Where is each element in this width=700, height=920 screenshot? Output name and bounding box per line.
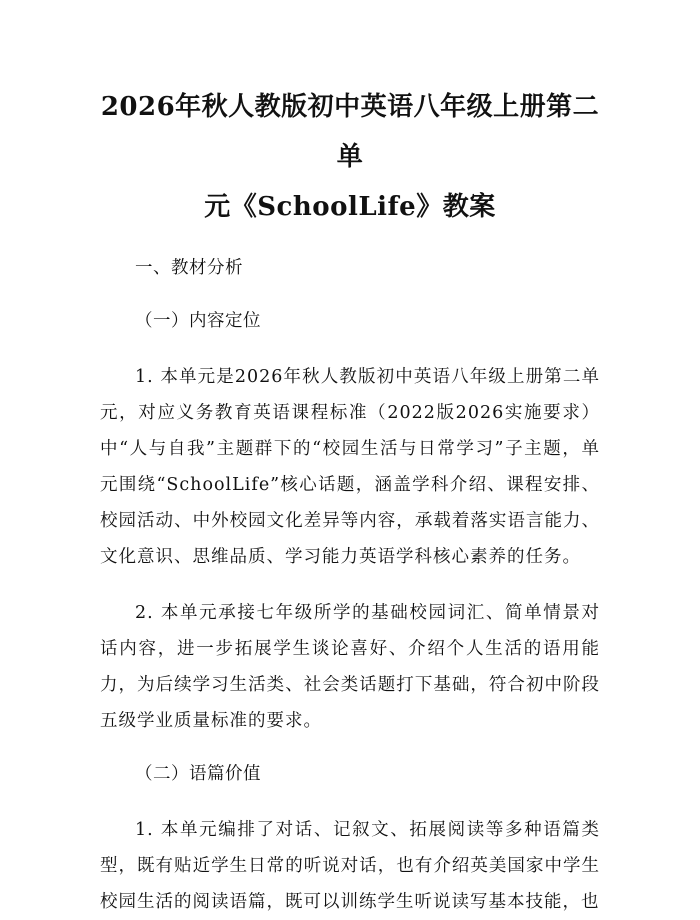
subsection-heading-content-positioning: （一）内容定位 [135,311,261,331]
title-line-1: 2026年秋人教版初中英语八年级上册第二单 [100,92,600,172]
paragraph-content-1: 1. 本单元是2026年秋人教版初中英语八年级上册第二单元，对应义务教育英语课程标准（2022版2026实施要求）中“人与自我”主题群下的“校园生活与日常学习”子主题，单元围绕“SchoolLife”核心话题，涵盖学科介绍、课程安排、校园活动、中外校园文化差异等内容，承载着落实语言能力、文化意识、思维品质、学习能力英语学科核心素养的任务。 [100,367,600,567]
section-heading-textbook-analysis: 一、教材分析 [135,258,243,278]
paragraph-text-value-1: 1. 本单元编排了对话、记叙文、拓展阅读等多种语篇类型，既有贴近学生日常的听说对话，也有介绍英美国家中学生校园生活的阅读语篇，既可以训练学生听说读写基本技能，也 [100,820,600,912]
document-title [100,82,600,232]
subsection-heading-text-value: （二）语篇价值 [135,764,261,784]
title-line-2: 元《SchoolLife》教案 [204,192,496,222]
paragraph-content-2: 2. 本单元承接七年级所学的基础校园词汇、简单情景对话内容，进一步拓展学生谈论喜好、介绍个人生活的语用能力，为后续学习生活类、社会类话题打下基础，符合初中阶段五级学业质量标准的要求。 [100,603,600,731]
